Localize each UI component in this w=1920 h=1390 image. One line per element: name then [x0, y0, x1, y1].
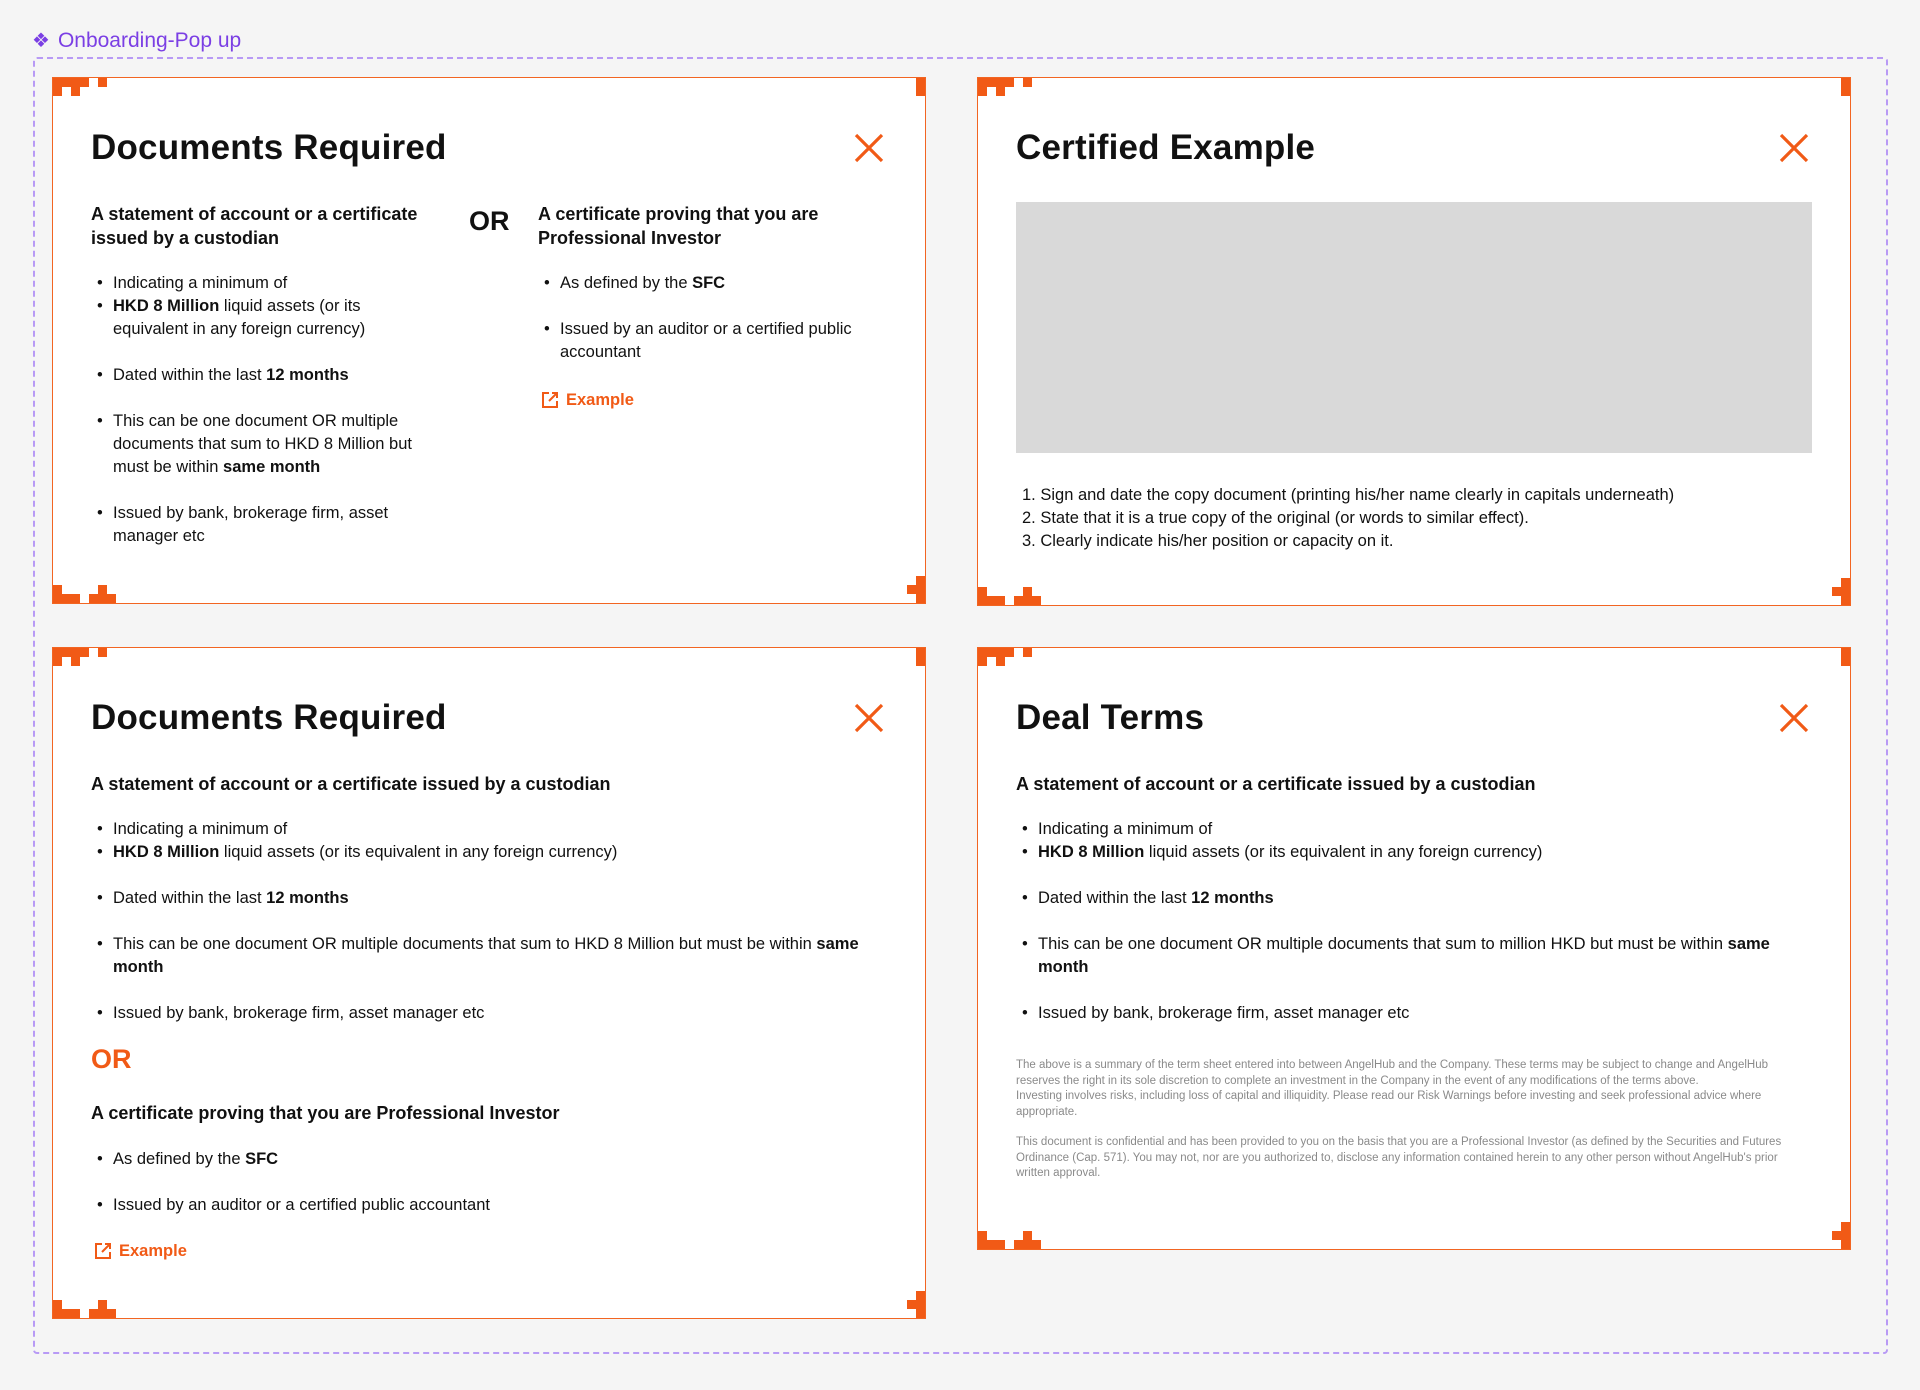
or-divider: OR	[91, 1044, 132, 1074]
corner-decoration	[1841, 648, 1850, 657]
close-icon	[1776, 130, 1812, 166]
corner-decoration	[978, 78, 1014, 87]
bullet-item: • Indicating a minimum of	[91, 818, 891, 841]
documents-required-popup-stacked	[52, 647, 926, 1319]
step-item: 3. Clearly indicate his/her position or capacity on it.	[1022, 532, 1394, 550]
bullet-item: • As defined by the SFC	[538, 272, 888, 295]
external-link-icon	[93, 1241, 113, 1261]
close-button[interactable]	[1776, 130, 1812, 166]
certified-example-popup	[977, 77, 1851, 606]
corner-decoration	[907, 585, 916, 594]
corner-decoration	[1014, 596, 1041, 605]
documents-required-popup-two-column	[52, 77, 926, 604]
corner-decoration	[916, 585, 925, 603]
bullet-item: • Dated within the last 12 months	[91, 887, 891, 910]
corner-decoration	[53, 594, 80, 603]
corner-decoration	[916, 1300, 925, 1318]
corner-decoration	[53, 1300, 62, 1309]
corner-decoration	[916, 1291, 925, 1300]
bullet-item: • This can be one document OR multiple documents that sum to million HKD but must be within same month	[1016, 933, 1786, 979]
bullet-item: • HKD 8 Million liquid assets (or its equivalent in any foreign currency)	[91, 841, 891, 864]
corner-decoration	[978, 587, 987, 596]
bullet-item: • Dated within the last 12 months	[91, 364, 431, 387]
corner-decoration	[53, 585, 62, 594]
corner-decoration	[978, 657, 987, 666]
certificate-heading: A certificate proving that you are Professional Investor	[538, 204, 819, 248]
bullet-item: • Issued by bank, brokerage firm, asset manager etc	[1016, 1002, 1816, 1025]
bullet-item: • HKD 8 Million liquid assets (or its equivalent in any foreign currency)	[1016, 841, 1816, 864]
corner-decoration	[98, 648, 107, 657]
corner-decoration	[71, 87, 80, 96]
corner-decoration	[1841, 78, 1850, 87]
corner-decoration	[53, 648, 89, 657]
close-button[interactable]	[851, 130, 887, 166]
corner-decoration	[916, 78, 925, 87]
statement-bullet-list	[91, 818, 891, 1048]
corner-decoration	[53, 87, 62, 96]
statement-heading: A statement of account or a certificate issued by a custodian	[91, 204, 418, 248]
corner-decoration	[1841, 87, 1850, 96]
disclaimer-paragraph: The above is a summary of the term sheet entered into between AngelHub and the Company. These terms may be subject to change and AngelHub reserves the right in its sole discretion to complete an investment in the Company in the event of any modifications of the terms above.	[1016, 1059, 1768, 1087]
corner-decoration	[978, 87, 987, 96]
frame-label-text: Onboarding-Pop up	[57, 28, 242, 52]
bullet-item: • Indicating a minimum of	[91, 272, 431, 295]
statement-bullet-list	[91, 272, 431, 571]
external-link-icon	[540, 390, 560, 410]
corner-decoration	[89, 594, 116, 603]
example-link[interactable]: Example	[93, 1241, 187, 1261]
corner-decoration	[916, 576, 925, 585]
example-image-placeholder	[1016, 202, 1812, 453]
bullet-item: • Issued by an auditor or a certified public accountant	[91, 1194, 851, 1217]
step-item: 2. State that it is a true copy of the original (or words to similar effect).	[1022, 509, 1529, 527]
corner-decoration	[53, 78, 89, 87]
corner-decoration	[1023, 648, 1032, 657]
close-icon	[1776, 700, 1812, 736]
bullet-item: • This can be one document OR multiple documents that sum to HKD 8 Million but must be within same month	[91, 410, 431, 479]
bullet-item: • Issued by bank, brokerage firm, asset manager etc	[91, 1002, 891, 1025]
statement-heading: A statement of account or a certificate issued by a custodian	[1016, 774, 1536, 794]
bullet-item: • Issued by bank, brokerage firm, asset manager etc	[91, 502, 431, 548]
close-icon	[851, 130, 887, 166]
corner-decoration	[53, 1309, 80, 1318]
corner-decoration	[1841, 578, 1850, 587]
corner-decoration	[98, 585, 107, 594]
corner-decoration	[1023, 78, 1032, 87]
terms-bullet-list	[1016, 818, 1816, 1048]
bullet-item: • Dated within the last 12 months	[1016, 887, 1816, 910]
statement-heading: A statement of account or a certificate issued by a custodian	[91, 774, 611, 794]
corner-decoration	[978, 1240, 1005, 1249]
deal-terms-popup	[977, 647, 1851, 1250]
corner-decoration	[1841, 1231, 1850, 1249]
corner-decoration	[978, 596, 1005, 605]
popup-title: Documents Required	[91, 698, 447, 737]
corner-decoration	[1841, 657, 1850, 666]
corner-decoration	[1832, 1231, 1841, 1240]
frame-label[interactable]	[32, 28, 241, 53]
corner-decoration	[916, 648, 925, 657]
corner-decoration	[916, 87, 925, 96]
disclaimer-paragraph: Investing involves risks, including loss of capital and illiquidity. Please read our Risk Warnings before investing and seek professional advice where appropriate.	[1016, 1090, 1762, 1118]
corner-decoration	[907, 1300, 916, 1309]
bullet-item: • HKD 8 Million liquid assets (or its equivalent in any foreign currency)	[91, 295, 431, 341]
close-button[interactable]	[851, 700, 887, 736]
corner-decoration	[98, 1300, 107, 1309]
step-item: 1. Sign and date the copy document (printing his/her name clearly in capitals underneath)	[1022, 486, 1675, 504]
certificate-bullet-list	[91, 1148, 851, 1240]
close-button[interactable]	[1776, 700, 1812, 736]
bullet-item: • Issued by an auditor or a certified public accountant	[538, 318, 888, 364]
popup-title: Documents Required	[91, 128, 447, 167]
corner-decoration	[1023, 587, 1032, 596]
corner-decoration	[996, 87, 1005, 96]
corner-decoration	[996, 657, 1005, 666]
corner-decoration	[978, 648, 1014, 657]
corner-decoration	[89, 1309, 116, 1318]
bullet-item: • Indicating a minimum of	[1016, 818, 1816, 841]
example-link[interactable]: Example	[540, 390, 634, 410]
corner-decoration	[1832, 587, 1841, 596]
corner-decoration	[978, 1231, 987, 1240]
disclaimer-paragraph: This document is confidential and has been provided to you on the basis that you are a Professional Investor (as defined by the Securities and Futures Ordinance (Cap. 571). You may not, nor are you authorized to, disclose any information contained herein to any other person without AngelHub's prior written approval.	[1016, 1136, 1782, 1179]
certificate-heading: A certificate proving that you are Professional Investor	[91, 1103, 560, 1123]
certificate-bullet-list	[538, 272, 888, 387]
popup-title: Deal Terms	[1016, 698, 1205, 737]
corner-decoration	[1841, 587, 1850, 605]
corner-decoration	[71, 657, 80, 666]
or-divider: OR	[469, 206, 510, 236]
bullet-item: • As defined by the SFC	[91, 1148, 851, 1171]
close-icon	[851, 700, 887, 736]
corner-decoration	[1841, 1222, 1850, 1231]
corner-decoration	[916, 657, 925, 666]
disclaimer-text	[1016, 1058, 1812, 1182]
corner-decoration	[1014, 1240, 1041, 1249]
certification-steps-list	[1022, 484, 1674, 553]
bullet-item: • This can be one document OR multiple documents that sum to HKD 8 Million but must be within same month	[91, 933, 861, 979]
corner-decoration	[53, 657, 62, 666]
corner-decoration	[98, 78, 107, 87]
corner-decoration	[1023, 1231, 1032, 1240]
popup-title: Certified Example	[1016, 128, 1316, 167]
component-diamond-icon: ❖	[32, 30, 50, 52]
